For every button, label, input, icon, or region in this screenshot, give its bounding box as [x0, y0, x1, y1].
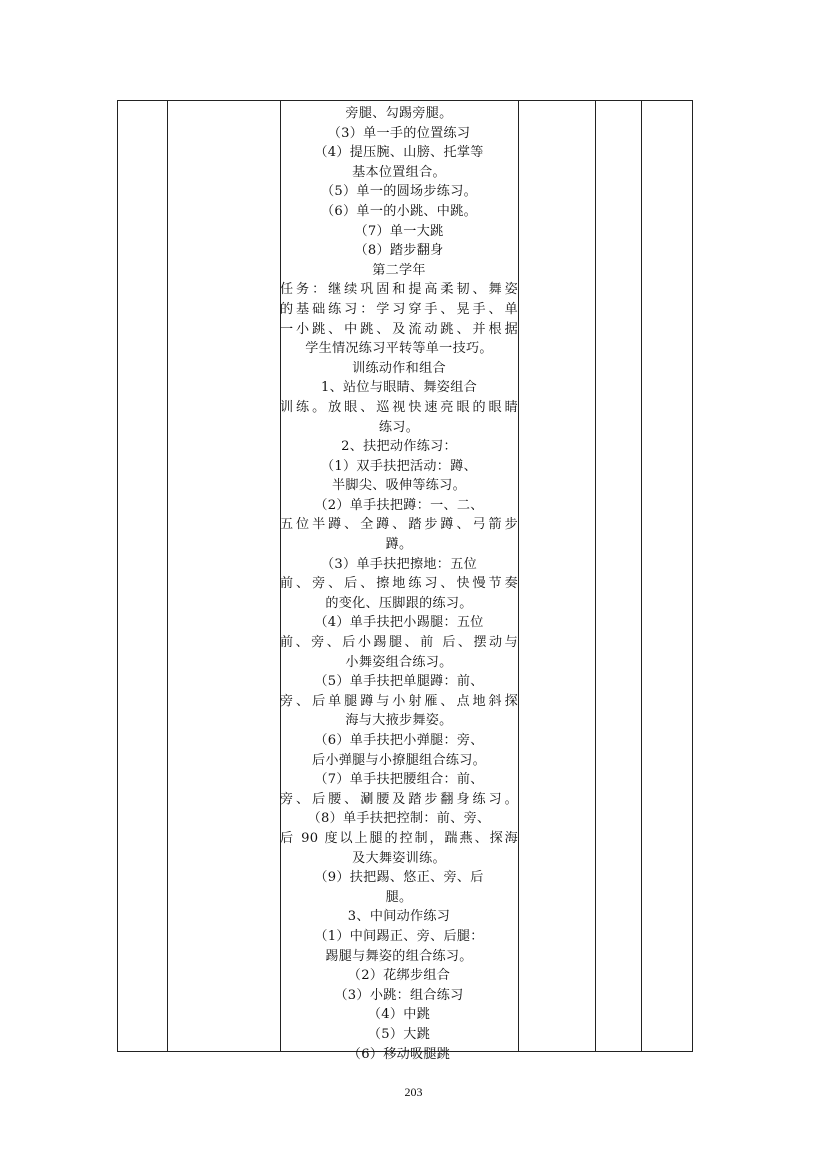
text-line: 旁、后腰、涮腰及踏步翻身练习。: [280, 791, 518, 807]
text-line: （4）提压腕、山膀、托掌等: [314, 145, 484, 161]
text-line: （3）单一手的位置练习: [327, 125, 471, 141]
text-line: 训练动作和组合: [352, 360, 446, 376]
text-line: 1、站位与眼睛、舞姿组合: [321, 380, 477, 396]
text-line: （4）中跳: [367, 1007, 431, 1023]
text-line: （4）单手扶把小踢腿：五位: [314, 615, 484, 631]
text-line: 蹲。: [385, 537, 413, 553]
content-cell: [280, 104, 518, 1064]
text-line: 练习。: [378, 419, 420, 435]
text-line: （9）扶把踢、悠正、旁、后: [314, 870, 484, 886]
text-line: 腿。: [385, 889, 413, 905]
text-line: 学生情况练习平转等单一技巧。: [305, 341, 493, 357]
text-line: （3）小跳：组合练习: [334, 987, 464, 1003]
text-line: 一小跳、中跳、及流动跳、并根据: [280, 321, 518, 337]
text-line: （7）单一大跳: [354, 223, 444, 239]
text-line: 旁、后单腿蹲与小射雁、点地斜探: [280, 693, 518, 709]
text-line: 基本位置组合。: [352, 164, 446, 180]
text-line: 后小弹腿与小撩腿组合练习。: [311, 752, 487, 768]
text-line: （8）单手扶把控制：前、旁、: [307, 811, 491, 827]
text-line: 海与大掖步舞姿。: [345, 713, 453, 729]
column-divider: [518, 101, 519, 1051]
text-line: 3、中间动作练习: [347, 909, 451, 925]
text-line: （7）单手扶把腰组合：前、: [314, 772, 484, 788]
text-line: 的基础练习：学习穿手、晃手、单: [280, 301, 518, 317]
text-line: 前、旁、后、擦地练习、快慢节奏: [280, 576, 518, 592]
text-line: 训练。放眼、巡视快速亮眼的眼睛: [280, 399, 518, 415]
text-line: 2、扶把动作练习：: [341, 439, 457, 455]
text-line: 第二学年: [372, 262, 426, 278]
text-line: 半脚尖、吸伸等练习。: [332, 478, 466, 494]
text-line: （6）单一的小跳、中跳。: [321, 203, 477, 219]
text-line: （6）移动吸腿跳: [347, 1046, 451, 1062]
table-frame: [117, 100, 693, 1062]
text-line: （6）单手扶把小弹腿：旁、: [314, 733, 484, 748]
text-line: （5）单手扶把单腿蹲：前、: [314, 674, 484, 690]
page-number: 203: [404, 1085, 423, 1099]
text-line: 小舞姿组合练习。: [345, 654, 453, 670]
text-line: 的变化、压脚跟的练习。: [325, 595, 473, 611]
column-divider: [641, 101, 642, 1051]
text-line: 旁腿、勾踢旁腿。: [345, 106, 453, 121]
text-line: （2）花绑步组合: [347, 968, 451, 984]
text-line: （5）大跳: [367, 1026, 431, 1042]
text-line: （1）双手扶把活动：蹲、: [321, 458, 477, 474]
text-line: 踢腿与舞姿的组合练习。: [325, 948, 473, 964]
text-line: （1）中间踢正、旁、后腿：: [314, 928, 484, 944]
text-line: （8）踏步翻身: [354, 243, 444, 259]
text-line: 及大舞姿训练。: [352, 850, 446, 866]
text-line: （5）单一的圆场步练习。: [321, 184, 477, 200]
column-divider: [595, 101, 596, 1051]
column-divider: [167, 101, 168, 1051]
text-line: 后 90 度以上腿的控制，踹燕、探海: [280, 830, 518, 846]
text-line: 前、旁、后小踢腿、前 后、摆动与: [280, 635, 518, 651]
text-line: 五位半蹲、全蹲、踏步蹲、弓箭步: [280, 517, 518, 533]
text-line: （3）单手扶把擦地：五位: [321, 556, 477, 572]
text-line: 任务：继续巩固和提高柔韧、舞姿: [280, 282, 518, 298]
text-line: （2）单手扶把蹲：一、二、: [314, 497, 484, 513]
